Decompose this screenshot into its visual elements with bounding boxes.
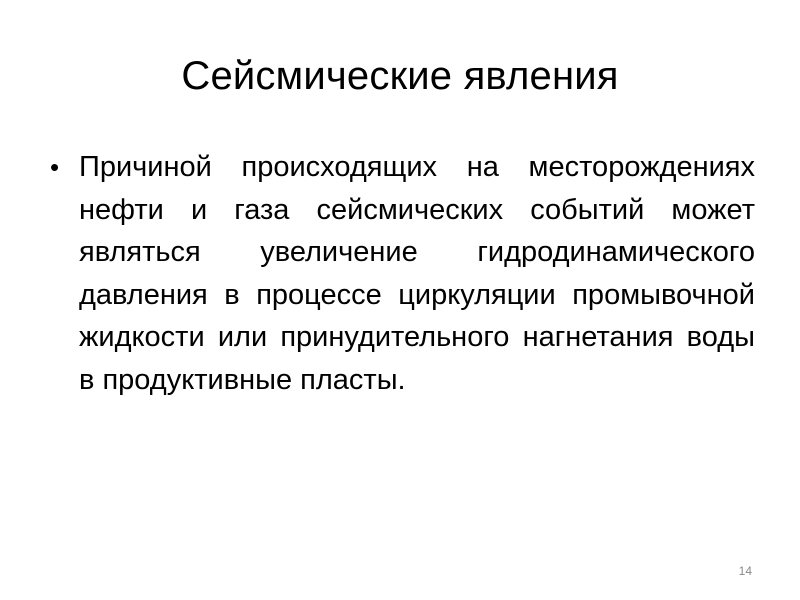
- bullet-text: Причиной происходящих на месторождениях нефти и газа сейсмических событий может являться увеличение гидродинамического давления в процессе циркуляции промывочной жидкости или принудительного нагнетания воды в продуктивные пласты.: [79, 151, 755, 396]
- slide-title: Сейсмические явления: [181, 54, 619, 98]
- bullet-marker: •: [50, 152, 60, 182]
- bullet-list: [50, 146, 755, 401]
- slide-number: 14: [738, 564, 752, 578]
- bullet-item: [50, 146, 755, 401]
